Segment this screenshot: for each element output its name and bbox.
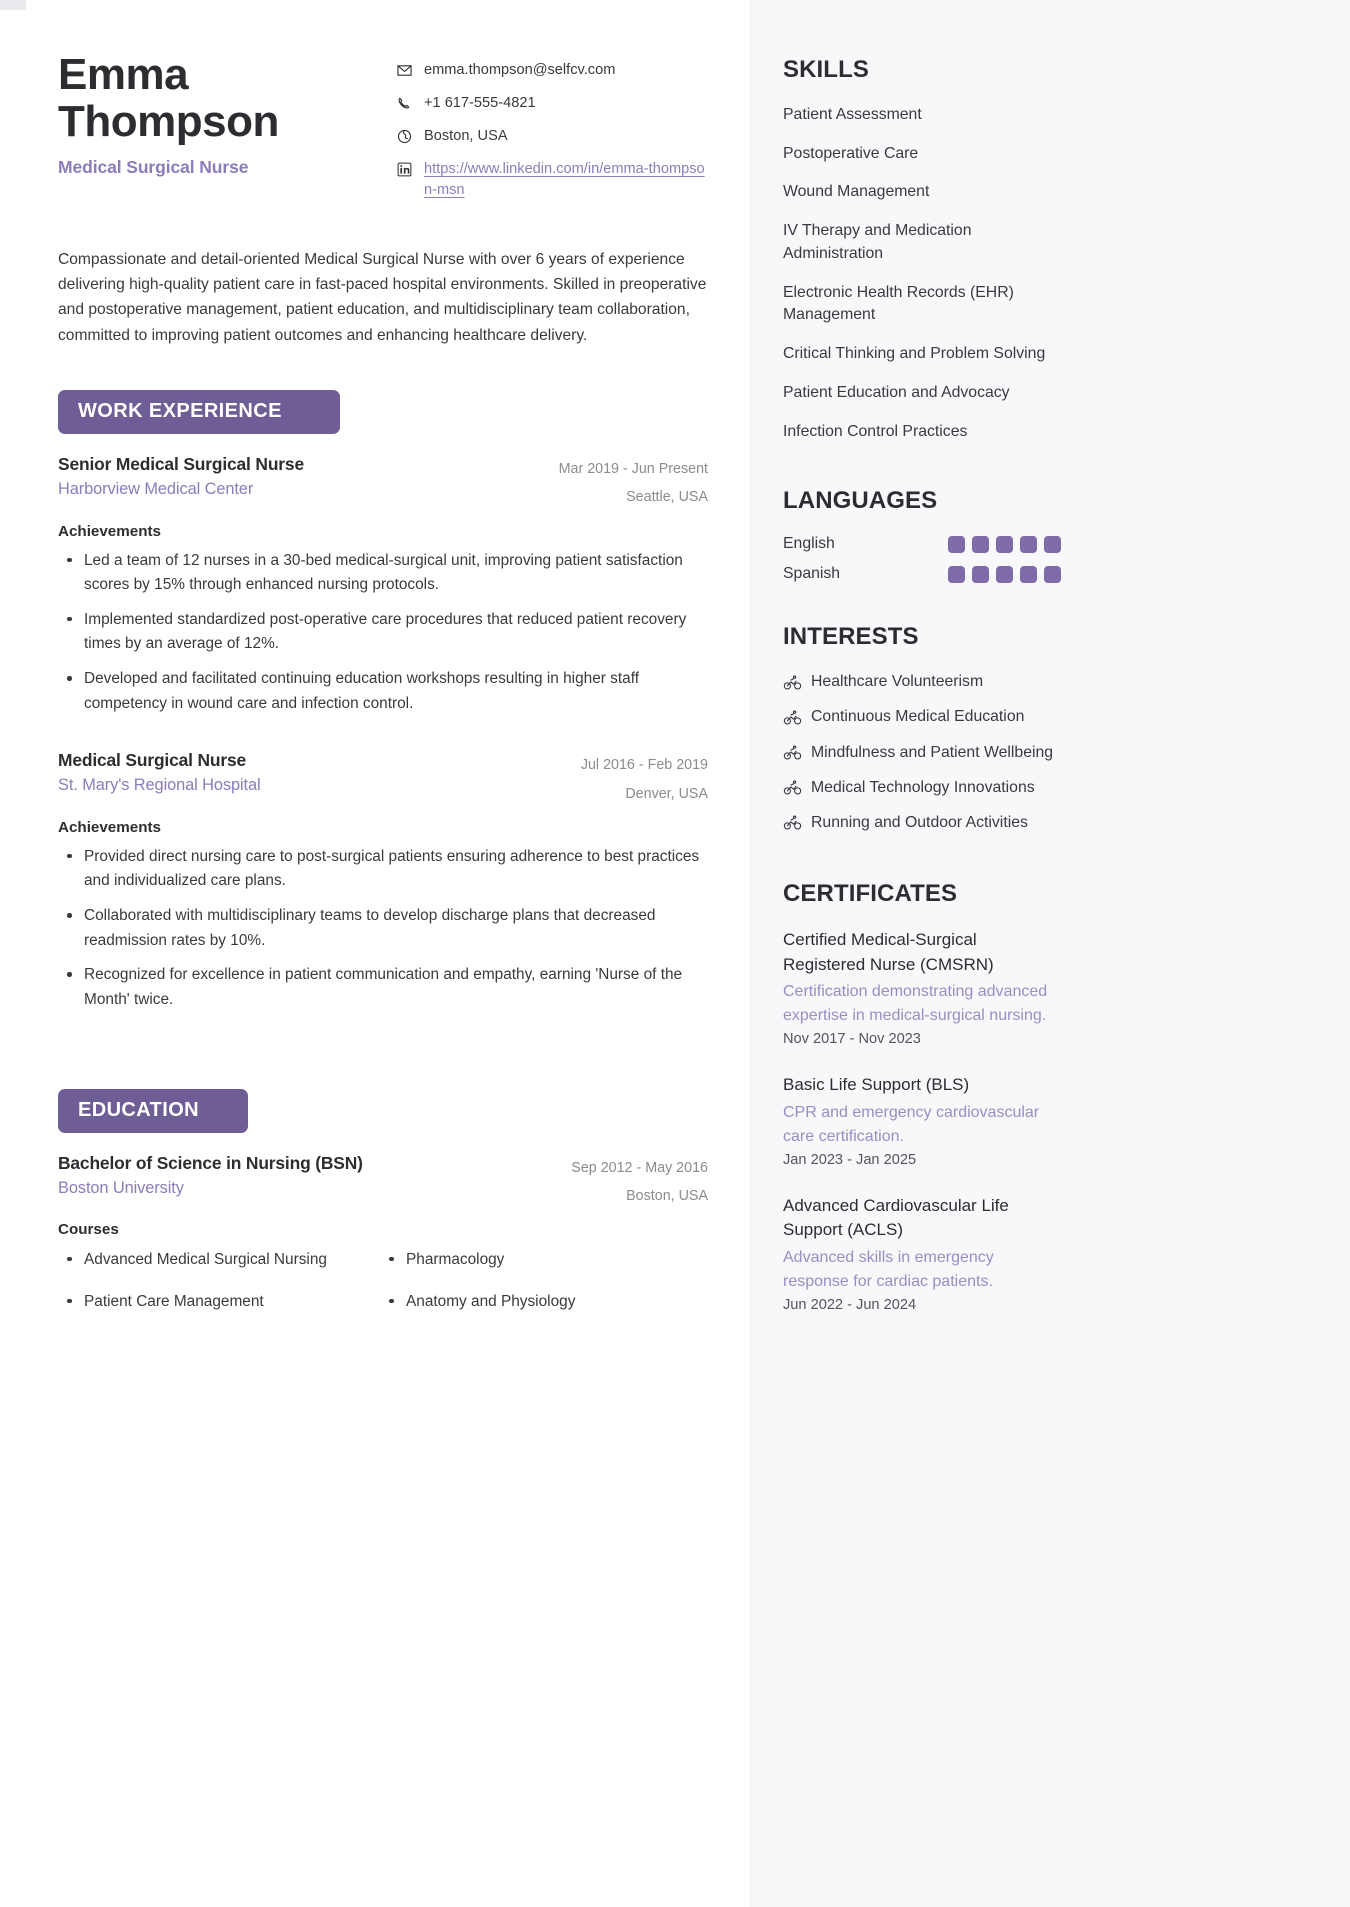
certificate-date: Jan 2023 - Jan 2025 [783,1151,917,1168]
sidebar-title-skills: SKILLS [783,56,869,83]
certificate-name: Advanced Cardiovascular Life Support (ACLS) [783,1195,1009,1240]
certificate-name: Certified Medical-Surgical Registered Nurse (CMSRN) [783,929,994,974]
contact-list [396,52,708,213]
level-dot [972,536,989,553]
language-name: English [783,535,835,553]
list-item [783,812,1073,834]
certificate-description: CPR and emergency cardiovascular care certification. [783,1103,1040,1145]
level-dot [948,536,965,553]
achievements-label: Achievements [58,818,161,836]
contact-email[interactable] [396,60,708,80]
certificate-date: Nov 2017 - Nov 2023 [783,1031,921,1048]
section-header-work-experience: WORK EXPERIENCE [58,390,340,434]
certificate-name: Basic Life Support (BLS) [783,1075,970,1095]
resume-header [58,52,708,213]
list-item: Anatomy and Physiology [406,1290,656,1314]
list-item [783,565,1061,583]
list-item [783,742,1073,764]
list-item [783,671,1073,693]
certificate-date: Jun 2022 - Jun 2024 [783,1297,917,1314]
education-entry-title: Bachelor of Science in Nursing (BSN) [58,1152,363,1173]
list-item: Patient Care Management [84,1290,334,1314]
sidebar-title-interests: INTERESTS [783,623,919,651]
work-entry-title: Medical Surgical Nurse [58,750,247,771]
bicycle-icon [783,708,802,727]
level-dot [1044,536,1061,553]
work-achievements-list [58,845,708,1013]
list-item: Led a team of 12 nurses in a 30-bed medical-surgical unit, improving patient satisfaction scores by 15% through enhanced nursing protocols. [84,549,708,598]
list-item [783,706,1073,728]
list-item: Recognized for excellence in patient communication and empathy, earning 'Nurse of the Month' twice. [84,963,708,1012]
languages-list [783,535,1304,583]
skills-list [783,104,1304,443]
interest-label: Healthcare Volunteerism [811,673,984,691]
education-entry [58,1153,708,1314]
list-item: Provided direct nursing care to post-surgical patients ensuring adherence to best practices and individualized care plans. [84,845,708,894]
list-item: Pharmacology [406,1248,656,1272]
list-item [783,1073,1063,1168]
level-dot [1020,536,1037,553]
work-entry-location: Seattle, USA [626,489,708,506]
work-entry-location: Denver, USA [625,785,708,802]
list-item: Collaborated with multidisciplinary teams to develop discharge plans that decreased readmission rates by 10%. [84,904,708,953]
language-level-dots [948,536,1061,553]
certificate-description: Advanced skills in emergency response for cardiac patients. [783,1249,994,1291]
contact-location [396,126,708,146]
level-dot [948,566,965,583]
list-item: Critical Thinking and Problem Solving [783,345,1046,363]
level-dot [972,566,989,583]
list-item: Advanced Medical Surgical Nursing [84,1248,334,1272]
education-entry-location: Boston, USA [626,1187,708,1204]
page-title [58,52,279,145]
location-icon [396,128,413,145]
work-achievements-list [58,549,708,717]
interest-label: Mindfulness and Patient Wellbeing [811,743,1054,761]
work-entry-date: Jul 2016 - Feb 2019 [580,757,708,774]
level-dot [1044,566,1061,583]
contact-linkedin[interactable] [396,159,708,199]
work-entry [58,750,708,1012]
profile-summary: Compassionate and detail-oriented Medical Surgical Nurse with over 6 years of experience delivering high-quality patient care in fast-paced hospital environments. Skilled in preoperative and postoperative management, patient education, and multidisciplinary team collaboration, committed to improving patient outcomes and enhancing healthcare delivery. [58,250,707,344]
language-name: Spanish [783,565,841,583]
email-icon [396,62,413,79]
bicycle-icon [783,813,802,832]
interest-label: Continuous Medical Education [811,708,1025,726]
list-item: IV Therapy and Medication Administration [783,222,972,262]
sidebar-title-certificates: CERTIFICATES [783,879,958,907]
interest-label: Medical Technology Innovations [811,778,1035,796]
interest-label: Running and Outdoor Activities [811,813,1028,831]
contact-phone[interactable] [396,93,708,113]
list-item: Postoperative Care [783,144,919,162]
identity-block [58,52,279,178]
bicycle-icon [783,778,802,797]
level-dot [996,566,1013,583]
work-entry [58,454,708,716]
list-item: Developed and facilitated continuing education workshops resulting in higher staff competency in wound care and infection control. [84,667,708,716]
language-level-dots [948,566,1061,583]
work-entry-organization: Harborview Medical Center [58,480,254,499]
list-item [783,535,1061,553]
section-header-education: EDUCATION [58,1089,248,1133]
work-entry-title: Senior Medical Surgical Nurse [58,454,304,475]
level-dot [1020,566,1037,583]
list-item: Implemented standardized post-operative care procedures that reduced patient recovery times by an average of 12%. [84,608,708,657]
work-entry-organization: St. Mary's Regional Hospital [58,776,261,795]
achievements-label: Achievements [58,522,161,540]
sidebar [750,0,1350,1907]
first-name: Emma [58,50,189,99]
contact-location-text: Boston, USA [424,128,508,145]
list-item: Patient Assessment [783,106,922,123]
bicycle-icon [783,743,802,762]
contact-email-text: emma.thompson@selfcv.com [424,62,616,78]
contact-linkedin-text[interactable]: https://www.linkedin.com/in/emma-thompson-msn [424,161,705,198]
last-name: Thompson [58,96,279,146]
certificate-description: Certification demonstrating advanced expertise in medical-surgical nursing. [783,983,1048,1025]
list-item [783,777,1073,799]
job-title: Medical Surgical Nurse [58,157,249,178]
sidebar-title-languages: LANGUAGES [783,487,938,515]
work-entry-date: Mar 2019 - Jun Present [558,461,708,478]
courses-list [58,1248,708,1314]
contact-phone-text: +1 617-555-4821 [424,95,536,112]
interests-list [783,671,1304,834]
courses-label: Courses [58,1220,119,1238]
education-entry-organization: Boston University [58,1178,184,1197]
education-entry-date: Sep 2012 - May 2016 [571,1159,708,1176]
certificates-list [783,928,1304,1313]
list-item: Wound Management [783,183,930,201]
level-dot [996,536,1013,553]
phone-icon [396,95,413,112]
list-item [783,1194,1063,1313]
corner-mark [0,0,26,10]
list-item: Patient Education and Advocacy [783,383,1010,401]
bicycle-icon [783,673,802,692]
linkedin-icon [396,161,413,178]
list-item [783,928,1063,1047]
list-item: Electronic Health Records (EHR) Management [783,283,1014,324]
list-item: Infection Control Practices [783,422,968,440]
